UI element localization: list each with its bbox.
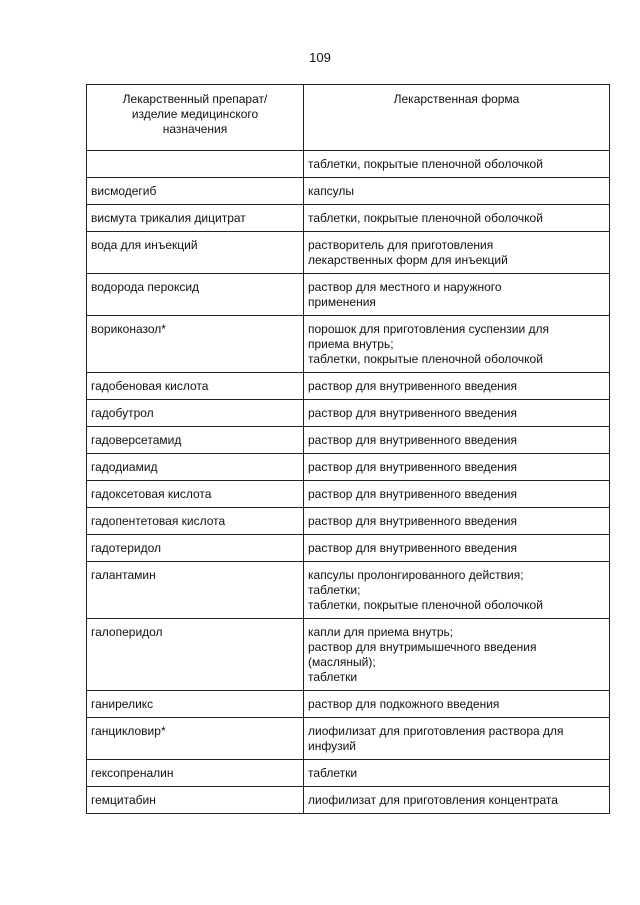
drug-name-cell: ганцикловир* (87, 718, 304, 760)
dosage-form-cell: таблетки (304, 760, 610, 787)
drug-name-cell: вориконазол* (87, 316, 304, 373)
dosage-form-cell: раствор для внутривенного введения (304, 373, 610, 400)
table-row (87, 232, 610, 274)
table-row (87, 508, 610, 535)
page-number: 109 (309, 50, 331, 65)
drug-name-cell: вода для инъекций (87, 232, 304, 274)
drug-name-cell: ганиреликс (87, 691, 304, 718)
table-row (87, 691, 610, 718)
dosage-form-cell: лиофилизат для приготовления концентрата (304, 787, 610, 814)
drug-name-cell: гадоверсетамид (87, 427, 304, 454)
dosage-form-cell: раствор для внутривенного введения (304, 454, 610, 481)
header-drug: Лекарственный препарат/ изделие медицинского назначения (87, 85, 304, 151)
table-row (87, 400, 610, 427)
drug-name-cell: гадобеновая кислота (87, 373, 304, 400)
drug-name-cell: водорода пероксид (87, 274, 304, 316)
table-row (87, 151, 610, 178)
drug-name-cell: гадопентетовая кислота (87, 508, 304, 535)
table-row (87, 760, 610, 787)
dosage-form-cell: порошок для приготовления суспензии для приема внутрь; таблетки, покрытые пленочной оболочкой (304, 316, 610, 373)
table-row (87, 481, 610, 508)
table-row (87, 373, 610, 400)
dosage-form-cell: раствор для внутривенного введения (304, 535, 610, 562)
drug-name-cell: галантамин (87, 562, 304, 619)
drug-form-table (86, 84, 610, 814)
table-row (87, 562, 610, 619)
table-body (87, 151, 610, 814)
dosage-form-cell: капли для приема внутрь; раствор для внутримышечного введения (масляный); таблетки (304, 619, 610, 691)
table-row (87, 178, 610, 205)
table-row (87, 619, 610, 691)
dosage-form-cell: таблетки, покрытые пленочной оболочкой (304, 205, 610, 232)
table-row (87, 274, 610, 316)
drug-name-cell (87, 151, 304, 178)
drug-name-cell: гексопреналин (87, 760, 304, 787)
dosage-form-cell: таблетки, покрытые пленочной оболочкой (304, 151, 610, 178)
table-row (87, 787, 610, 814)
drug-name-cell: галоперидол (87, 619, 304, 691)
drug-name-cell: гадоксетовая кислота (87, 481, 304, 508)
drug-name-cell: висмодегиб (87, 178, 304, 205)
dosage-form-cell: раствор для подкожного введения (304, 691, 610, 718)
drug-name-cell: гадобутрол (87, 400, 304, 427)
dosage-form-cell: растворитель для приготовления лекарственных форм для инъекций (304, 232, 610, 274)
table-header-row (87, 85, 610, 151)
dosage-form-cell: лиофилизат для приготовления раствора для инфузий (304, 718, 610, 760)
dosage-form-cell: раствор для внутривенного введения (304, 400, 610, 427)
table-row (87, 454, 610, 481)
drug-name-cell: гемцитабин (87, 787, 304, 814)
dosage-form-cell: раствор для внутривенного введения (304, 508, 610, 535)
table-row (87, 535, 610, 562)
dosage-form-cell: раствор для внутривенного введения (304, 427, 610, 454)
header-dosage-form: Лекарственная форма (304, 85, 610, 151)
table-row (87, 427, 610, 454)
drug-name-cell: гадодиамид (87, 454, 304, 481)
table-row (87, 718, 610, 760)
dosage-form-cell: капсулы (304, 178, 610, 205)
drug-name-cell: висмута трикалия дицитрат (87, 205, 304, 232)
dosage-form-cell: раствор для местного и наружного применения (304, 274, 610, 316)
dosage-form-cell: капсулы пролонгированного действия; таблетки; таблетки, покрытые пленочной оболочкой (304, 562, 610, 619)
drug-name-cell: гадотеридол (87, 535, 304, 562)
table-row (87, 205, 610, 232)
table-row (87, 316, 610, 373)
dosage-form-cell: раствор для внутривенного введения (304, 481, 610, 508)
